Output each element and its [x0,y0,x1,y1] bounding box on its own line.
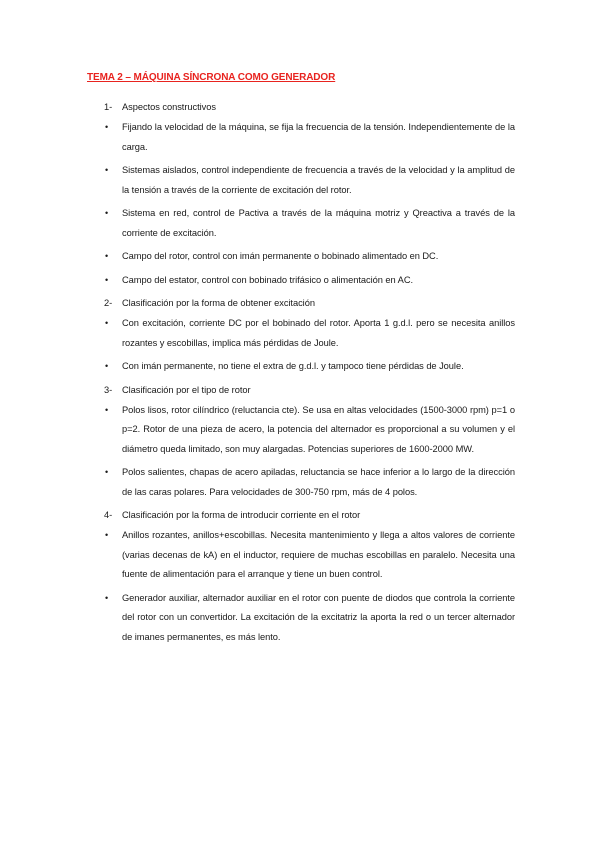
list-item-text: Anillos rozantes, anillos+escobillas. Necesita mantenimiento y llega a altos valores de corriente (varias decenas de kA) en el inductor, requiere de muchas escobillas en paralelo. Necesita una fuente de alimentación para el arranque y tiene un buen control. [122,530,515,579]
list-item [104,463,515,502]
list-item [104,271,515,291]
list-item-text: Sistemas aislados, control independiente de frecuencia a través de la velocidad y la amplitud de la tensión a través de la corriente de excitación del rotor. [122,165,515,195]
list-number: 4- [104,510,113,520]
bullet-icon: • [105,208,109,218]
list-item-text: Fijando la velocidad de la máquina, se fija la frecuencia de la tensión. Independientemente de la carga. [122,122,515,152]
bullet-icon: • [105,318,109,328]
list-item [104,526,515,585]
list-item-text: Generador auxiliar, alternador auxiliar en el rotor con puente de diodos que controla la corriente del rotor con un convertidor. La excitación de la excitatriz la aporta la red o un tercer alternador de imanes permanentes, es más lento. [122,592,515,642]
list-item-text: Campo del rotor, control con imán permanente o bobinado alimentado en DC. [122,251,439,261]
bullet-icon: • [105,404,109,415]
document-title: TEMA 2 – MÁQUINA SÍNCRONA COMO GENERADOR [87,72,336,83]
list-number: 1- [104,102,113,112]
section-heading-text: Clasificación por la forma de obtener excitación [122,298,315,308]
list-item-text: Polos lisos, rotor cilíndrico (reluctancia cte). Se usa en altas velocidades (1500-3000 rpm) p=1 o p=2. Rotor de una pieza de acero, la potencia del alternador es proporcional a su volumen y el diámetro queda limitado, son muy alargadas. Potencias superiores de 1600-2000 MW. [122,404,515,454]
section-heading-text: Aspectos constructivos [122,102,216,112]
list-item-text: Con imán permanente, no tiene el extra de g.d.l. y tampoco tiene pérdidas de Joule. [122,361,464,371]
section-heading [104,294,515,314]
bullet-icon: • [105,165,109,175]
bullet-icon: • [105,467,109,477]
list-item-text: Polos salientes, chapas de acero apiladas, reluctancia se hace inferior a lo largo de la dirección de las caras polares. Para velocidades de 300-750 rpm, más de 4 polos. [122,467,515,497]
bullet-icon: • [105,530,109,540]
list-item [104,357,515,377]
section-heading [104,98,515,118]
bullet-icon: • [105,122,109,132]
list-item [104,401,515,460]
list-number: 3- [104,384,113,395]
list-item [104,589,515,648]
section-heading-text: Clasificación por el tipo de rotor [122,384,251,395]
document-body [104,98,515,651]
section-heading-text: Clasificación por la forma de introducir corriente en el rotor [122,510,361,520]
list-item [104,247,515,267]
section-heading [104,506,515,526]
bullet-icon: • [105,251,109,261]
list-item-text: Sistema en red, control de Pactiva a través de la máquina motriz y Qreactiva a través de la corriente de excitación. [122,208,515,238]
bullet-icon: • [105,361,109,371]
section-heading [104,381,515,401]
list-item-text: Campo del estator, control con bobinado trifásico o alimentación en AC. [122,274,414,285]
list-item [104,314,515,353]
list-item [104,118,515,157]
list-item-text: Con excitación, corriente DC por el bobinado del rotor. Aporta 1 g.d.l. pero se necesita anillos rozantes y escobillas, implica más pérdidas de Joule. [122,318,515,348]
bullet-icon: • [105,274,109,285]
list-number: 2- [104,298,113,308]
bullet-icon: • [105,592,109,603]
list-item [104,161,515,200]
list-item [104,204,515,243]
